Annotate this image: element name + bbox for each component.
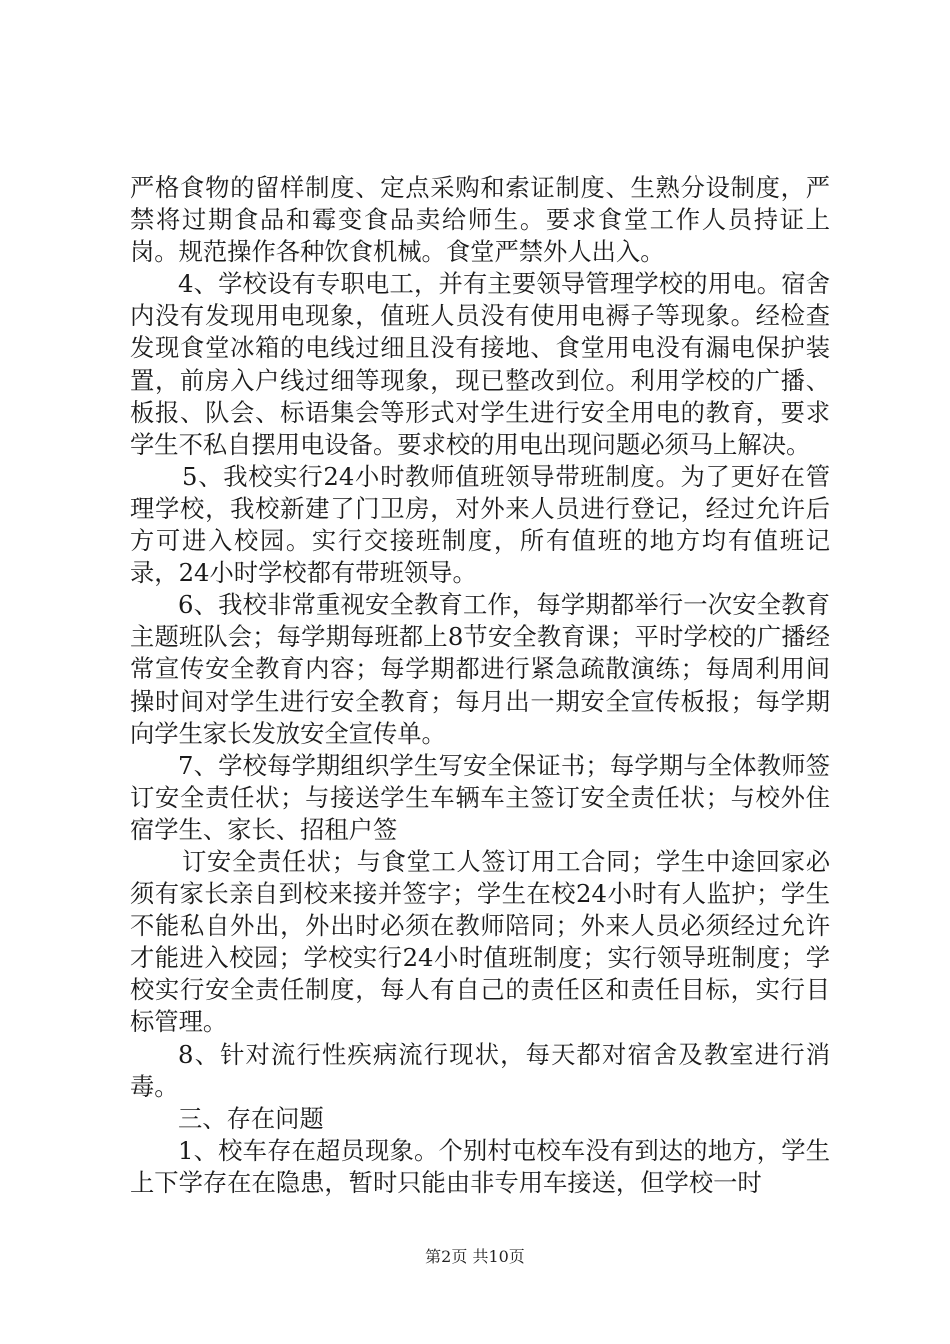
paragraph-food-safety: 严格食物的留样制度、定点采购和索证制度、生熟分设制度，严禁将过期食品和霉变食品卖给师生。要求食堂工作人员持证上岗。规范操作各种饮食机械。食堂严禁外人出入。: [130, 173, 830, 267]
section-heading-problems: 三、存在问题: [178, 1103, 324, 1133]
paragraph-safety-education: 6、我校非常重视安全教育工作，每学期都举行一次安全教育主题班队会；每学期每班都上8节安全教育课；平时学校的广播经常宣传安全教育内容；每学期都进行紧急疏散演练；每周利用间操时间对学生进行安全教育；每月出一期安全宣传板报；每学期向学生家长发放安全宣传单。: [130, 590, 830, 748]
paragraph-responsibility-continued: 订安全责任状；与食堂工人签订用工合同；学生中途回家必须有家长亲自到校来接并签字；学生在校24小时有人监护；学生不能私自外出，外出时必须在教师陪同；外来人员必须经过允许才能进入校园；学校实行24小时值班制度；实行领导班制度；学校实行安全责任制度，每人有自己的责任区和责任目标，实行目标管理。: [130, 846, 830, 1037]
page-number-footer: 第2页 共10页: [425, 1247, 525, 1266]
document-body: [130, 172, 830, 1199]
paragraph-electricity: 4、学校设有专职电工，并有主要领导管理学校的用电。宿舍内没有发现用电现象，值班人员没有使用电褥子等现象。经检查发现食堂冰箱的电线过细且没有接地、食堂用电没有漏电保护装置，前房入户线过细等现象，现已整改到位。利用学校的广播、板报、队会、标语集会等形式对学生进行安全用电的教育，要求学生不私自摆用电设备。要求校的用电出现问题必须马上解决。: [130, 269, 830, 459]
paragraph-school-bus: 1、校车存在超员现象。个别村屯校车没有到达的地方，学生上下学存在在隐患，暂时只能由非专用车接送，但学校一时: [130, 1135, 830, 1197]
paragraph-disinfection: 8、针对流行性疾病流行现状，每天都对宿舍及教室进行消毒。: [130, 1039, 830, 1101]
paragraph-responsibility-contracts: 7、学校每学期组织学生写安全保证书；每学期与全体教师签订安全责任状；与接送学生车辆车主签订安全责任状；与校外住宿学生、家长、招租户签: [130, 750, 830, 844]
paragraph-duty-system: 5、我校实行24小时教师值班领导带班制度。为了更好在管理学校，我校新建了门卫房，对外来人员进行登记，经过允许后方可进入校园。实行交接班制度，所有值班的地方均有值班记录，24小时学校都有带班领导。: [130, 461, 830, 588]
